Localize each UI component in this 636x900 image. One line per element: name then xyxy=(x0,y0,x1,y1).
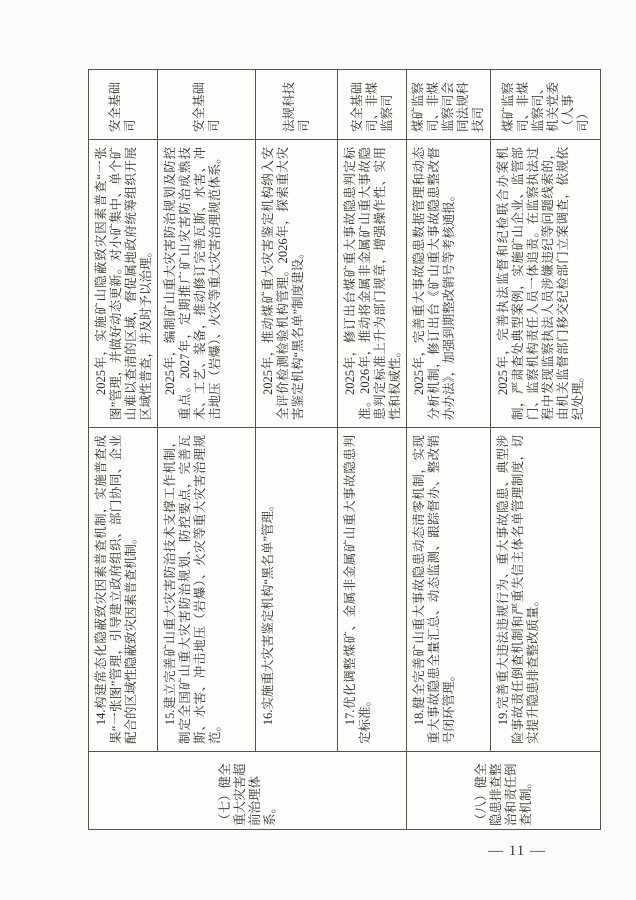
timeline-cell: 2025年，推动煤矿重大灾害鉴定机构纳入安全评价检测检验机构管理。2026年，探索重大灾害鉴定机构“黑名单”制度建设。 xyxy=(256,140,338,428)
section-cell: （七）健全重大灾害超前治理体系。 xyxy=(89,752,407,830)
timeline-cell: 2025年，完善重大事故隐患数据管理和动态分析机制，修订出台《矿山重大事故隐患整改督办办法》，加强到期整改销号等考核通报。 xyxy=(407,140,491,428)
department-cell: 安全基础司、非煤监察司 xyxy=(338,70,407,140)
timeline-cell: 2025年，编制矿山重大灾害防治规划及防控重点。2027年，定期推广矿山灾害防治成熟技术、工艺、装备，推动修订完善瓦斯、水害、冲击地压（岩爆）、火灾等重大灾害治理规范体系。 xyxy=(158,140,256,428)
department-cell: 煤矿监察司、非煤监察司、机关党委（人事司） xyxy=(491,70,601,140)
table-row xyxy=(89,70,158,830)
timeline-cell: 2025年，实施矿山隐蔽致灾因素普查“一张图”管理，并做好动态更新。对小矿集中、单个矿山难以查清的区域，督促属地政府统筹组织开展区域性普查，并及时予以治理。 xyxy=(89,140,158,428)
table-row xyxy=(407,70,491,830)
rotated-table-wrapper xyxy=(88,70,590,830)
task-cell: 14.构建常态化隐蔽致灾因素普查机制，实施普查成果“一张图”管理，引导建立政府组织、部门协同、企业配合的区域性隐蔽致灾因素普查机制。 xyxy=(89,428,158,752)
task-cell: 19.完善重大违法违规行为、重大事故隐患、典型涉险事故责任倒查机制和严重失信主体名单管理制度，切实提升隐患排查整改质量。 xyxy=(491,428,601,752)
department-cell: 法规科技司 xyxy=(256,70,338,140)
timeline-cell: 2025年，完善执法监督和纪检联合办案机制，严肃查处典型案例，实施矿山企业、监管部门、监察机构责任人员一体追责。在监察执法过程中发现监察执法人员涉嫌违纪等问题线索的，由机关监督部门移交纪检部门立案调查，依规依纪处理。 xyxy=(491,140,601,428)
task-table xyxy=(88,69,601,830)
timeline-cell: 2025年，修订出台煤矿重大事故隐患判定标准。2026年，推动将金属非金属矿山重大事故隐患判定标准上升为部门规章，增强操作性、实用性和权威性。 xyxy=(338,140,407,428)
table-row xyxy=(491,70,601,830)
task-cell: 18.健全完善矿山重大事故隐患动态清零机制，实现重大事故隐患全量汇总、动态监测、跟踪督办、整改销号闭环管理。 xyxy=(407,428,491,752)
department-cell: 煤矿监察司、非煤监察司会同法规科技司 xyxy=(407,70,491,140)
task-cell: 15.建立完善矿山重大灾害防治技术支撑工作机制，制定全国矿山重大灾害防治规划、防控要点，完善瓦斯、水害、冲击地压（岩爆）、火灾等重大灾害治理规范。 xyxy=(158,428,256,752)
table-row xyxy=(338,70,407,830)
section-cell: （八）健全隐患排查整治和责任倒查机制。 xyxy=(407,752,601,830)
task-cell: 16.实施重大灾害鉴定机构“黑名单”管理。 xyxy=(256,428,338,752)
task-cell: 17.优化调整煤矿、金属非金属矿山重大事故隐患判定标准。 xyxy=(338,428,407,752)
table-row xyxy=(158,70,256,830)
table-row xyxy=(256,70,338,830)
department-cell: 安全基础司 xyxy=(158,70,256,140)
page-number: — 11 — xyxy=(488,843,546,859)
department-cell: 安全基础司 xyxy=(89,70,158,140)
